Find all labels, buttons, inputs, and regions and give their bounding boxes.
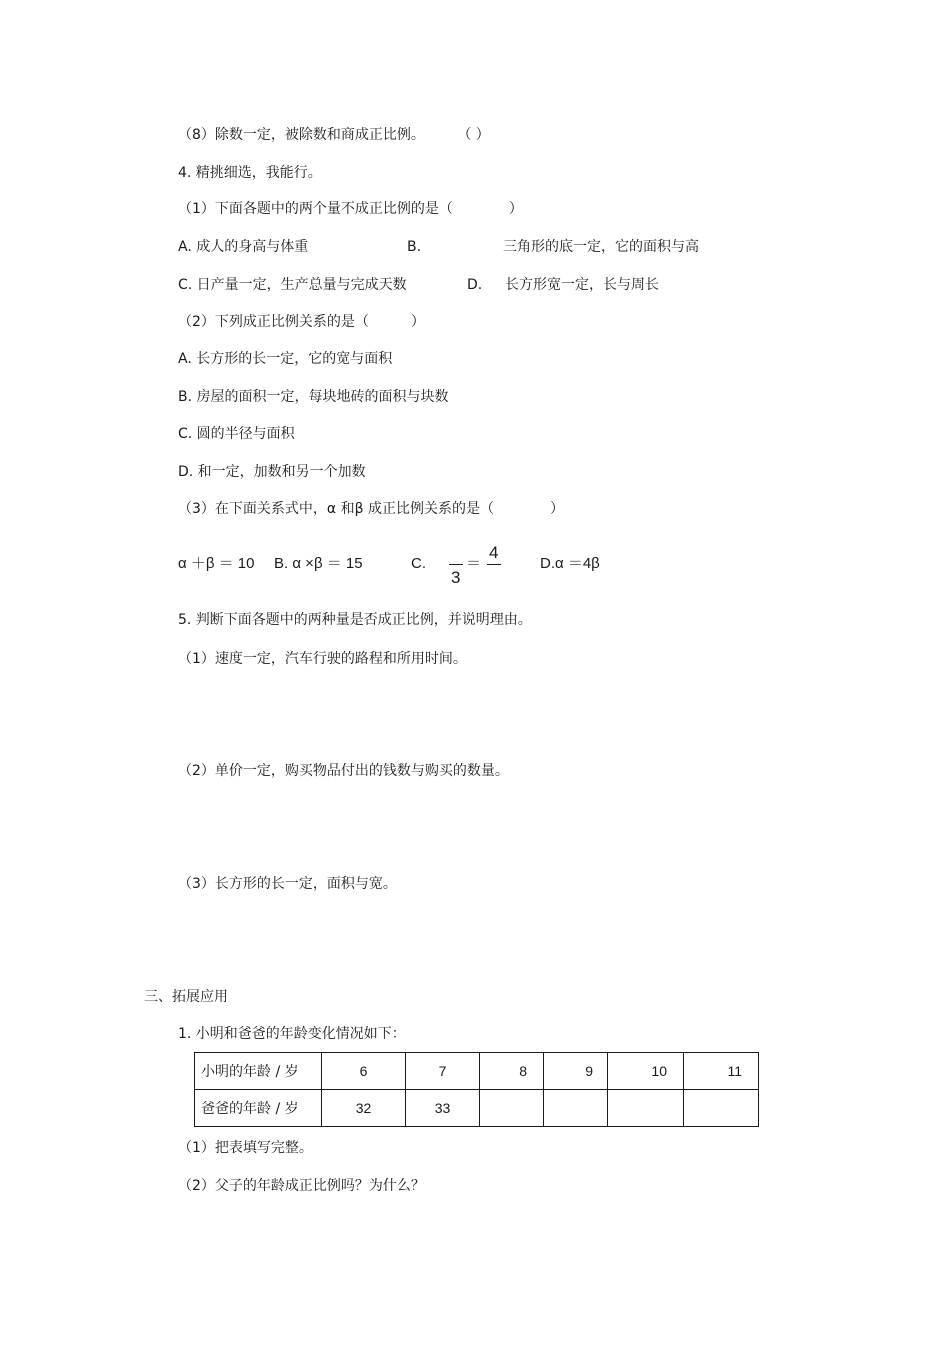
q4-p3-stem [178,500,564,518]
table-cell: 7 [406,1053,480,1090]
q4-p2-option-c[interactable]: C. 圆的半径与面积 [178,426,295,442]
q5-title: 5. 判断下面各题中的两种量是否成正比例，并说明理由。 [178,612,532,628]
q4-p3-option-d[interactable]: D.α ＝4β [540,555,600,572]
q4-p3-option-c-right-fraction-bar [487,564,501,565]
section3-q1-sub2-answer-area[interactable] [178,1201,758,1301]
q4-p3-stem-close: ） [549,501,564,517]
q4-p1-option-a[interactable]: A. 成人的身高与体重 [178,239,309,255]
q4-p3-option-c-label[interactable]: C. [411,555,426,572]
table-cell: 32 [322,1090,406,1127]
q4-title: 4. 精挑细选，我能行。 [178,165,322,181]
section3-q1-title: 1. 小明和爸爸的年龄变化情况如下： [178,1026,406,1042]
q3-item8-answer-blank[interactable]: （ ） [457,127,490,143]
q4-p3-option-b[interactable]: B. α ×β ＝ 15 [274,555,363,572]
table-row [195,1053,759,1090]
age-table [194,1052,759,1127]
q4-p3-option-c-right-numerator: 4 [489,543,499,562]
q4-p1-option-c[interactable]: C. 日产量一定，生产总量与完成天数 [178,277,407,293]
q4-p1-stem-text: （1）下面各题中的两个量不成正比例的是（ [178,201,453,217]
q5-p2-answer-area[interactable] [178,786,758,868]
q5-p1-answer-area[interactable] [178,674,758,754]
table-cell: 11 [684,1053,759,1090]
q4-p1-stem [178,200,523,218]
table-input-cell[interactable] [544,1090,608,1127]
table-input-cell[interactable] [480,1090,544,1127]
row-label-father-age: 爸爸的年龄 / 岁 [195,1090,322,1127]
table-input-cell[interactable] [608,1090,684,1127]
section3-q1-sub2: （2）父子的年龄成正比例吗？为什么？ [178,1178,425,1194]
q4-p1-option-b-text[interactable]: 三角形的底一定，它的面积与高 [503,239,699,255]
q4-p3-stem-text: （3）在下面关系式中，α 和β 成正比例关系的是（ [178,501,494,517]
q5-p3: （3）长方形的长一定，面积与宽。 [178,876,397,892]
table-cell: 9 [544,1053,608,1090]
q4-p3-option-c-equals: ＝ [466,555,482,572]
q4-p3-option-a[interactable]: α ＋β ＝ 10 [178,555,255,572]
q4-p2-stem [178,313,425,331]
q4-p1-option-d-text[interactable]: 长方形宽一定，长与周长 [505,277,659,293]
table-cell: 6 [322,1053,406,1090]
q4-p2-option-a[interactable]: A. 长方形的长一定，它的宽与面积 [178,351,393,367]
q5-p2: （2）单价一定，购买物品付出的钱数与购买的数量。 [178,763,509,779]
q4-p2-stem-text: （2）下列成正比例关系的是（ [178,314,369,330]
q4-p2-option-d[interactable]: D. 和一定，加数和另一个加数 [178,464,366,480]
q5-p3-answer-area[interactable] [178,899,758,979]
q4-p3-option-c-left-fraction-bar [449,564,463,565]
table-row [195,1090,759,1127]
row-label-xiaoming-age: 小明的年龄 / 岁 [195,1053,322,1090]
q4-p1-option-b-label[interactable]: B. [407,239,422,255]
q4-p3-option-c-left-denominator: 3 [451,568,461,587]
q3-item8-text: （8）除数一定，被除数和商成正比例。 [178,127,425,143]
q4-p1-option-d-label[interactable]: D. [467,277,483,293]
section3-q1-sub1: （1）把表填写完整。 [178,1140,313,1156]
section3-title: 三、拓展应用 [144,989,228,1005]
q4-p2-stem-close: ） [410,314,425,330]
table-cell: 33 [406,1090,480,1127]
q5-p1: （1）速度一定，汽车行驶的路程和所用时间。 [178,651,467,667]
table-cell: 8 [480,1053,544,1090]
table-input-cell[interactable] [684,1090,759,1127]
q4-p2-option-b[interactable]: B. 房屋的面积一定，每块地砖的面积与块数 [178,389,449,405]
q3-item8 [178,126,490,144]
table-cell: 10 [608,1053,684,1090]
q4-p1-stem-close: ） [508,201,523,217]
